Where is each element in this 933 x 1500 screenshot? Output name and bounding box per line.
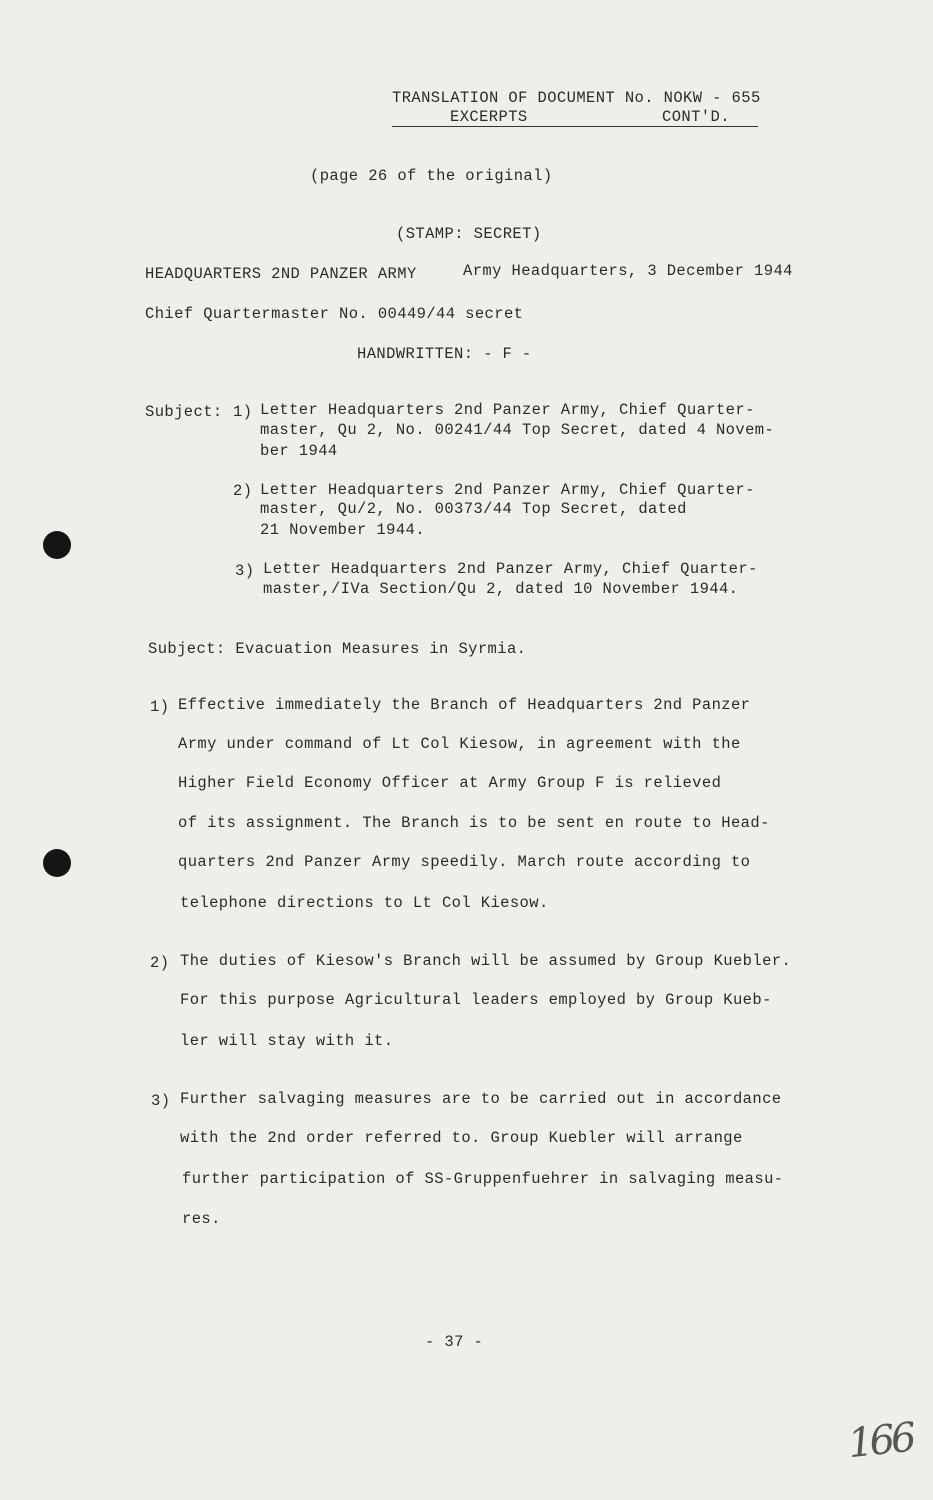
paragraph-3-line-1: Further salvaging measures are to be carried out in accordance xyxy=(180,1090,782,1108)
paragraph-3-line-4: res. xyxy=(182,1210,221,1228)
paragraph-3-line-2: with the 2nd order referred to. Group Kuebler will arrange xyxy=(180,1129,743,1147)
subject-ref-1-line-2: master, Qu 2, No. 00241/44 Top Secret, dated 4 Novem- xyxy=(260,421,775,439)
reference-number: Chief Quartermaster No. 00449/44 secret xyxy=(145,305,524,323)
subject-ref-3-num: 3) xyxy=(235,562,255,580)
paragraph-1-num: 1) xyxy=(150,698,170,716)
contd-label: CONT'D. xyxy=(662,108,730,126)
paragraph-1-line-4: of its assignment. The Branch is to be sent en route to Head- xyxy=(178,814,770,832)
subject-ref-3-line-2: master,/IVa Section/Qu 2, dated 10 November 1944. xyxy=(263,580,739,598)
paragraph-2-line-3: ler will stay with it. xyxy=(180,1032,394,1050)
paragraph-1-line-2: Army under command of Lt Col Kiesow, in agreement with the xyxy=(178,735,741,753)
excerpts-line xyxy=(392,108,758,127)
paragraph-2-line-2: For this purpose Agricultural leaders employed by Group Kueb- xyxy=(180,991,772,1009)
subject-ref-2-line-2: master, Qu/2, No. 00373/44 Top Secret, dated xyxy=(260,500,687,518)
paragraph-1-line-3: Higher Field Economy Officer at Army Group F is relieved xyxy=(178,774,722,792)
paragraph-1-line-6: telephone directions to Lt Col Kiesow. xyxy=(180,894,549,912)
page-number: - 37 - xyxy=(425,1333,484,1351)
subject-label: Subject: xyxy=(145,403,223,421)
excerpts-label: EXCERPTS xyxy=(450,108,528,126)
paragraph-3-num: 3) xyxy=(151,1092,171,1110)
subject-ref-3-line-1: Letter Headquarters 2nd Panzer Army, Chief Quarter- xyxy=(263,560,758,578)
subject-ref-1-num: 1) xyxy=(233,403,253,421)
subject-ref-2-line-3: 21 November 1944. xyxy=(260,521,425,539)
paragraph-2-line-1: The duties of Kiesow's Branch will be assumed by Group Kuebler. xyxy=(180,952,792,970)
paragraph-2-num: 2) xyxy=(150,954,170,972)
paragraph-1-line-5: quarters 2nd Panzer Army speedily. March route according to xyxy=(178,853,751,871)
subject-ref-1-line-3: ber 1944 xyxy=(260,442,338,460)
paragraph-3-line-3: further participation of SS-Gruppenfuehrer in salvaging measu- xyxy=(182,1170,784,1188)
handwritten-note: HANDWRITTEN: - F - xyxy=(357,345,532,363)
subject-ref-2-num: 2) xyxy=(233,482,253,500)
punch-hole-top xyxy=(43,531,71,559)
hq-date: Army Headquarters, 3 December 1944 xyxy=(463,262,793,280)
handwritten-page-number: 166 xyxy=(845,1414,915,1468)
stamp-secret: (STAMP: SECRET) xyxy=(396,225,542,243)
punch-hole-bottom xyxy=(43,849,71,877)
subject-main: Subject: Evacuation Measures in Syrmia. xyxy=(148,640,527,658)
translation-header: TRANSLATION OF DOCUMENT No. NOKW - 655 xyxy=(392,89,761,107)
subject-ref-1-line-1: Letter Headquarters 2nd Panzer Army, Chief Quarter- xyxy=(260,401,755,419)
hq-name: HEADQUARTERS 2ND PANZER ARMY xyxy=(145,265,417,283)
page-reference: (page 26 of the original) xyxy=(310,167,553,185)
paragraph-1-line-1: Effective immediately the Branch of Headquarters 2nd Panzer xyxy=(178,696,751,714)
subject-ref-2-line-1: Letter Headquarters 2nd Panzer Army, Chief Quarter- xyxy=(260,481,755,499)
